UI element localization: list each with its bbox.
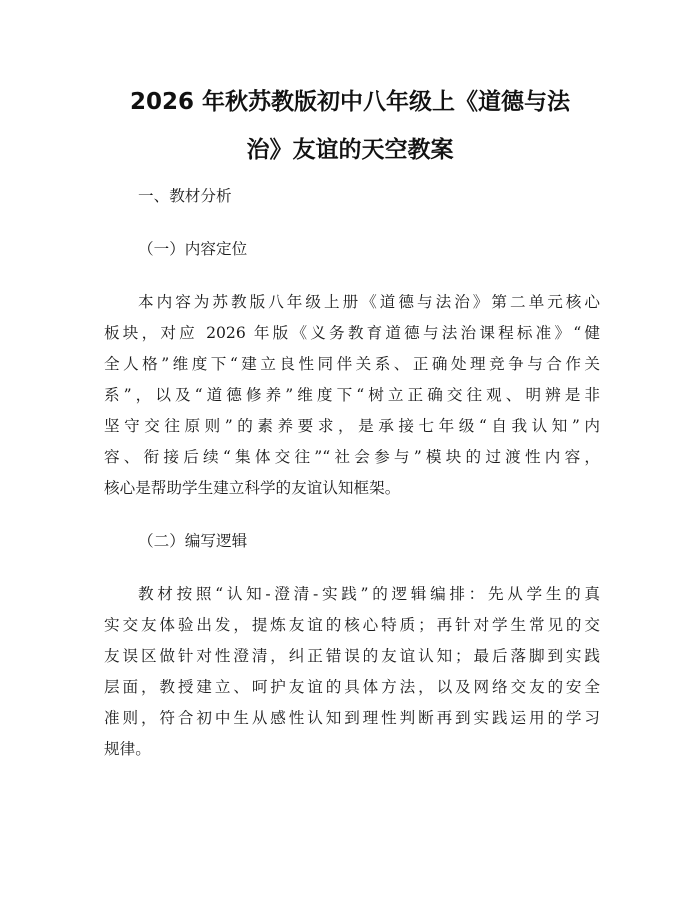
subsection-heading-writing-logic: （二）编写逻辑 bbox=[138, 532, 248, 550]
document-title bbox=[105, 78, 595, 174]
paragraph-line: 规律。 bbox=[104, 740, 151, 758]
paragraph-line: 准则，符合初中生从感性认知到理性判断再到实践运用的学习 bbox=[104, 709, 600, 727]
paragraph-line: 全人格”维度下“建立良性同伴关系、正确处理竞争与合作关 bbox=[104, 355, 600, 373]
paragraph-line: 层面，教授建立、呵护友谊的具体方法，以及网络交友的安全 bbox=[104, 678, 600, 696]
title-line-1: 2026 年秋苏教版初中八年级上《道德与法 bbox=[129, 89, 571, 115]
paragraph-line: 实交友体验出发，提炼友谊的核心特质；再针对学生常见的交 bbox=[104, 616, 600, 634]
paragraph-line: 教材按照“认知-澄清-实践”的逻辑编排：先从学生的真 bbox=[138, 585, 600, 603]
paragraph-line: 板块，对应 2026 年版《义务教育道德与法治课程标准》“健 bbox=[104, 324, 600, 342]
paragraph-line: 系”，以及“道德修养”维度下“树立正确交往观、明辨是非 bbox=[104, 386, 600, 404]
paragraph-line: 容、衔接后续“集体交往”“社会参与”模块的过渡性内容， bbox=[104, 448, 600, 466]
section-heading: 一、教材分析 bbox=[138, 187, 232, 205]
paragraph-line: 坚守交往原则”的素养要求，是承接七年级“自我认知”内 bbox=[104, 417, 600, 435]
paragraph-writing-logic bbox=[104, 579, 600, 765]
paragraph-line: 友误区做针对性澄清，纠正错误的友谊认知；最后落脚到实践 bbox=[104, 647, 600, 665]
subsection-heading-content-positioning: （一）内容定位 bbox=[138, 240, 248, 258]
paragraph-line: 本内容为苏教版八年级上册《道德与法治》第二单元核心 bbox=[138, 293, 600, 311]
paragraph-line: 核心是帮助学生建立科学的友谊认知框架。 bbox=[104, 479, 401, 497]
title-line-2: 治》友谊的天空教案 bbox=[246, 137, 454, 163]
document-body bbox=[104, 181, 600, 787]
paragraph-content-positioning bbox=[104, 287, 600, 504]
